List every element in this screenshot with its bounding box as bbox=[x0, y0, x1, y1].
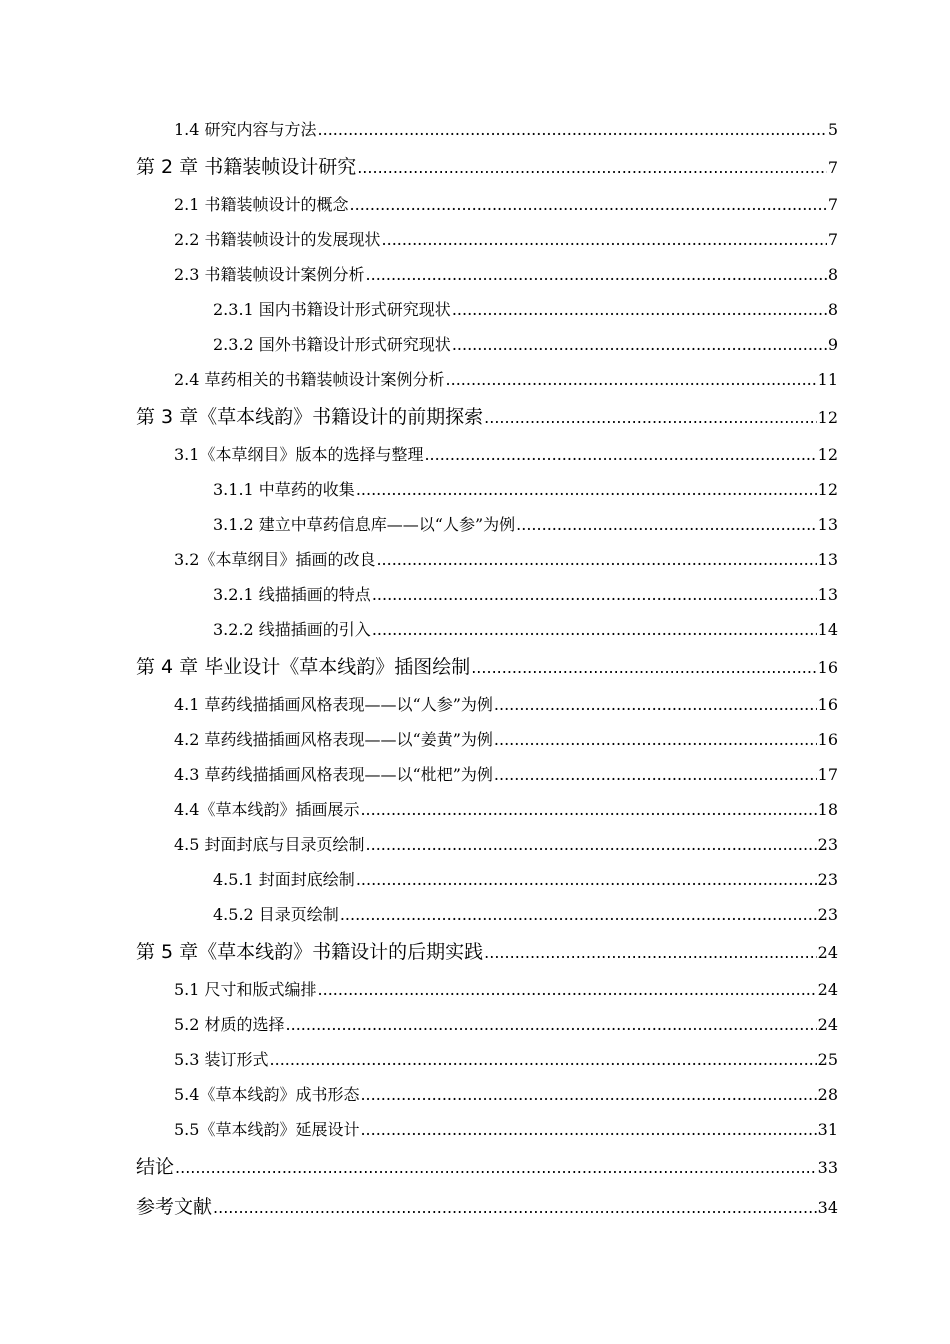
dot-leader bbox=[452, 327, 827, 362]
toc-entry-title: 结论 bbox=[136, 1156, 175, 1178]
dot-leader bbox=[356, 472, 817, 507]
toc-entry-section bbox=[136, 757, 838, 792]
dot-leader bbox=[360, 1112, 816, 1147]
toc-entry-title: 2.1 书籍装帧设计的概念 bbox=[174, 195, 349, 214]
toc-entry-title: 5.5《草本线韵》延展设计 bbox=[174, 1120, 360, 1139]
toc-entry-page-number: 16 bbox=[817, 695, 838, 714]
dot-leader bbox=[356, 862, 817, 897]
toc-entry-page-number: 33 bbox=[817, 1158, 838, 1177]
toc-entry-page-number: 16 bbox=[817, 658, 838, 677]
dot-leader bbox=[286, 1007, 817, 1042]
toc-entry-page-number: 12 bbox=[817, 445, 838, 464]
toc-entry-page-number: 17 bbox=[817, 765, 838, 784]
dot-leader bbox=[516, 507, 816, 542]
dot-leader bbox=[494, 722, 817, 757]
toc-entry-section bbox=[136, 792, 838, 827]
toc-entry-section bbox=[136, 437, 838, 472]
toc-entry-page-number: 7 bbox=[827, 230, 838, 249]
toc-entry-page-number: 12 bbox=[817, 480, 838, 499]
dot-leader bbox=[484, 933, 816, 973]
toc-entry-title: 2.4 草药相关的书籍装帧设计案例分析 bbox=[174, 370, 445, 389]
toc-entry-section bbox=[136, 362, 838, 397]
toc-entry-top bbox=[136, 112, 838, 147]
toc-entry-sub bbox=[136, 292, 838, 327]
toc-entry-title: 3.2《本草纲目》插画的改良 bbox=[174, 550, 376, 569]
toc-entry-title: 5.3 装订形式 bbox=[174, 1050, 269, 1069]
toc-entry-title: 4.5 封面封底与目录页绘制 bbox=[174, 835, 365, 854]
dot-leader bbox=[270, 1042, 817, 1077]
toc-entry-section bbox=[136, 1042, 838, 1077]
toc-entry-page-number: 23 bbox=[817, 835, 838, 854]
toc-entry-section bbox=[136, 827, 838, 862]
toc-entry-title: 1.4 研究内容与方法 bbox=[174, 120, 317, 139]
dot-leader bbox=[424, 437, 816, 472]
table-of-contents bbox=[136, 112, 838, 1227]
toc-entry-section bbox=[136, 687, 838, 722]
toc-entry-page-number: 34 bbox=[817, 1198, 838, 1217]
toc-entry-page-number: 12 bbox=[817, 408, 838, 427]
toc-entry-page-number: 16 bbox=[817, 730, 838, 749]
toc-entry-page-number: 23 bbox=[817, 870, 838, 889]
toc-entry-title: 第 2 章 书籍装帧设计研究 bbox=[136, 156, 357, 178]
toc-entry-page-number: 13 bbox=[817, 585, 838, 604]
toc-entry-title: 2.3 书籍装帧设计案例分析 bbox=[174, 265, 365, 284]
toc-entry-page-number: 23 bbox=[817, 905, 838, 924]
toc-entry-title: 3.2.1 线描插画的特点 bbox=[213, 585, 371, 604]
toc-entry-page-number: 9 bbox=[827, 335, 838, 354]
dot-leader bbox=[213, 1188, 817, 1228]
toc-entry-title: 参考文献 bbox=[136, 1196, 213, 1218]
toc-entry-chapter bbox=[136, 147, 838, 187]
toc-entry-section bbox=[136, 542, 838, 577]
toc-entry-sub bbox=[136, 612, 838, 647]
toc-entry-sub bbox=[136, 862, 838, 897]
toc-entry-section bbox=[136, 972, 838, 1007]
toc-entry-title: 4.4《草本线韵》插画展示 bbox=[174, 800, 360, 819]
toc-entry-title: 3.1.1 中草药的收集 bbox=[213, 480, 355, 499]
toc-entry-title: 2.2 书籍装帧设计的发展现状 bbox=[174, 230, 381, 249]
toc-entry-title: 4.1 草药线描插画风格表现——以“人参”为例 bbox=[174, 695, 493, 714]
toc-entry-title: 4.5.1 封面封底绘制 bbox=[213, 870, 355, 889]
toc-entry-chapter bbox=[136, 1187, 838, 1227]
toc-entry-title: 5.1 尺寸和版式编排 bbox=[174, 980, 317, 999]
toc-entry-page-number: 18 bbox=[817, 800, 838, 819]
toc-entry-title: 3.2.2 线描插画的引入 bbox=[213, 620, 371, 639]
toc-entry-sub bbox=[136, 577, 838, 612]
toc-entry-section bbox=[136, 1007, 838, 1042]
toc-entry-chapter bbox=[136, 932, 838, 972]
dot-leader bbox=[340, 897, 817, 932]
toc-entry-page-number: 7 bbox=[827, 158, 838, 177]
toc-entry-title: 2.3.2 国外书籍设计形式研究现状 bbox=[213, 335, 451, 354]
dot-leader bbox=[494, 757, 817, 792]
toc-entry-title: 第 4 章 毕业设计《草本线韵》插图绘制 bbox=[136, 656, 471, 678]
dot-leader bbox=[366, 827, 817, 862]
toc-entry-page-number: 13 bbox=[817, 515, 838, 534]
toc-entry-page-number: 14 bbox=[817, 620, 838, 639]
toc-entry-chapter bbox=[136, 647, 838, 687]
dot-leader bbox=[446, 362, 817, 397]
toc-entry-title: 3.1.2 建立中草药信息库——以“人参”为例 bbox=[213, 515, 516, 534]
dot-leader bbox=[360, 792, 816, 827]
dot-leader bbox=[484, 398, 816, 438]
dot-leader bbox=[357, 148, 827, 188]
toc-entry-title: 5.2 材质的选择 bbox=[174, 1015, 285, 1034]
toc-entry-page-number: 13 bbox=[817, 550, 838, 569]
dot-leader bbox=[366, 257, 827, 292]
toc-entry-page-number: 24 bbox=[817, 1015, 838, 1034]
toc-entry-section bbox=[136, 257, 838, 292]
toc-entry-section bbox=[136, 1112, 838, 1147]
toc-entry-page-number: 24 bbox=[817, 943, 838, 962]
toc-entry-page-number: 7 bbox=[827, 195, 838, 214]
toc-entry-page-number: 5 bbox=[827, 120, 838, 139]
toc-entry-chapter bbox=[136, 397, 838, 437]
toc-entry-page-number: 8 bbox=[827, 300, 838, 319]
toc-entry-page-number: 8 bbox=[827, 265, 838, 284]
toc-entry-title: 第 5 章《草本线韵》书籍设计的后期实践 bbox=[136, 941, 484, 963]
dot-leader bbox=[372, 577, 817, 612]
toc-entry-title: 4.5.2 目录页绘制 bbox=[213, 905, 339, 924]
toc-entry-chapter bbox=[136, 1147, 838, 1187]
toc-entry-page-number: 25 bbox=[817, 1050, 838, 1069]
dot-leader bbox=[318, 112, 827, 147]
toc-entry-sub bbox=[136, 897, 838, 932]
toc-entry-sub bbox=[136, 327, 838, 362]
toc-entry-title: 第 3 章《草本线韵》书籍设计的前期探索 bbox=[136, 406, 484, 428]
dot-leader bbox=[376, 542, 816, 577]
toc-entry-section bbox=[136, 222, 838, 257]
dot-leader bbox=[175, 1148, 817, 1188]
toc-entry-page-number: 31 bbox=[817, 1120, 838, 1139]
toc-entry-section bbox=[136, 1077, 838, 1112]
dot-leader bbox=[360, 1077, 816, 1112]
toc-entry-page-number: 28 bbox=[817, 1085, 838, 1104]
dot-leader bbox=[471, 648, 816, 688]
toc-entry-title: 3.1《本草纲目》版本的选择与整理 bbox=[174, 445, 424, 464]
dot-leader bbox=[350, 187, 827, 222]
dot-leader bbox=[494, 687, 817, 722]
dot-leader bbox=[452, 292, 827, 327]
toc-entry-title: 4.2 草药线描插画风格表现——以“姜黄”为例 bbox=[174, 730, 493, 749]
dot-leader bbox=[382, 222, 827, 257]
toc-entry-sub bbox=[136, 507, 838, 542]
toc-entry-page-number: 11 bbox=[817, 370, 838, 389]
toc-entry-title: 4.3 草药线描插画风格表现——以“枇杷”为例 bbox=[174, 765, 493, 784]
toc-entry-section bbox=[136, 187, 838, 222]
toc-entry-page-number: 24 bbox=[817, 980, 838, 999]
dot-leader bbox=[318, 972, 817, 1007]
toc-entry-title: 5.4《草本线韵》成书形态 bbox=[174, 1085, 360, 1104]
toc-entry-title: 2.3.1 国内书籍设计形式研究现状 bbox=[213, 300, 451, 319]
toc-entry-sub bbox=[136, 472, 838, 507]
toc-entry-section bbox=[136, 722, 838, 757]
dot-leader bbox=[372, 612, 817, 647]
